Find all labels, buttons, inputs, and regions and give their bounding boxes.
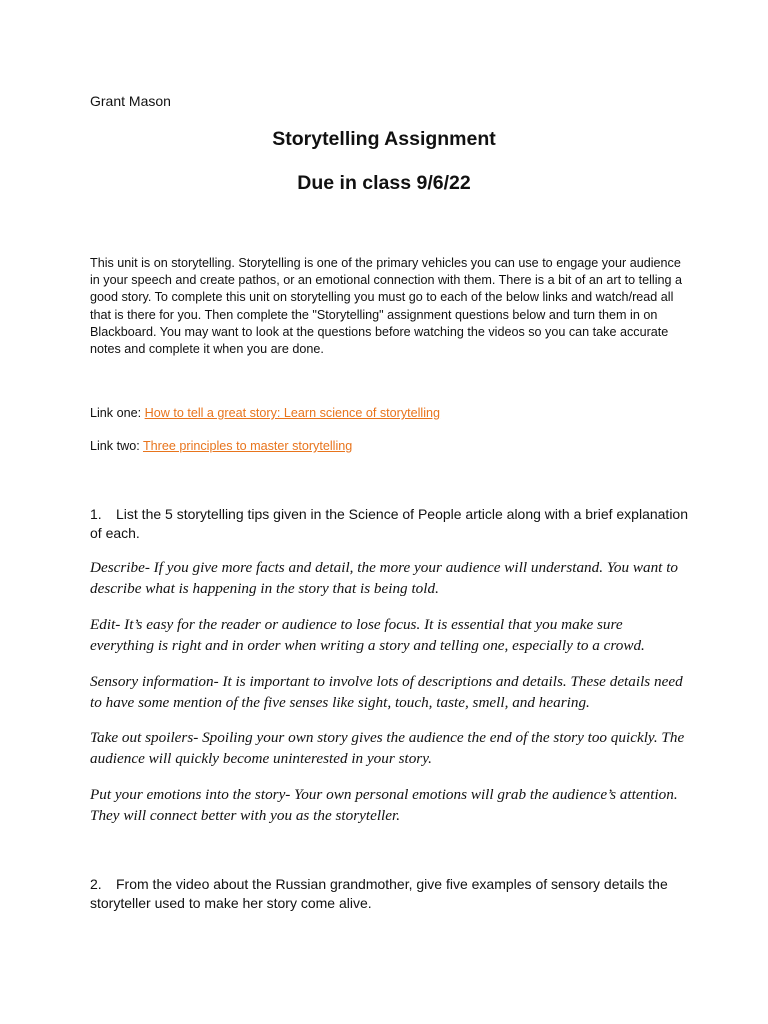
question-1-number: 1. [90, 506, 102, 522]
question-2 [90, 875, 690, 913]
link-two-row [90, 438, 352, 455]
answer-edit: Edit- It’s easy for the reader or audience to lose focus. It is essential that you make sure everything is right and in order when writing a story and telling one, especially to a crowd. [90, 616, 645, 654]
link-one[interactable]: How to tell a great story: Learn science of storytelling [144, 406, 441, 420]
question-1 [90, 505, 690, 543]
document-title: Storytelling Assignment [272, 128, 496, 150]
link-one-row [90, 405, 440, 422]
link-two-prefix: Link two: [90, 439, 143, 453]
answer-take-out-spoilers: Take out spoilers- Spoiling your own story gives the audience the end of the story too quickly. The audience will quickly become uninterested in your story. [90, 729, 685, 767]
question-2-number: 2. [90, 876, 102, 892]
answer-sensory-information: Sensory information- It is important to involve lots of descriptions and details. These details need to have some mention of the five senses like sight, touch, taste, smell, and hearing. [90, 673, 683, 711]
author-name: Grant Mason [90, 93, 171, 109]
link-two[interactable]: Three principles to master storytelling [142, 439, 353, 453]
answer-describe: Describe- If you give more facts and detail, the more your audience will understand. You want to describe what is happening in the story that is being told. [90, 559, 679, 597]
answer-put-emotions: Put your emotions into the story- Your own personal emotions will grab the audience’s attention. They will connect better with you as the storyteller. [90, 786, 678, 824]
link-one-prefix: Link one: [90, 406, 145, 420]
question-1-text: List the 5 storytelling tips given in the Science of People article along with a brief explanation of each. [90, 506, 689, 541]
due-date: Due in class 9/6/22 [297, 172, 471, 194]
question-2-text: From the video about the Russian grandmother, give five examples of sensory details the storyteller used to make her story come alive. [90, 876, 668, 911]
intro-paragraph: This unit is on storytelling. Storytelling is one of the primary vehicles you can use to engage your audience in your speech and create pathos, or an emotional connection with them. There is a bit of an art to telling a good story. To complete this unit on storytelling you must go to each of the below links and watch/read all that is there for you. Then complete the "Storytelling" assignment questions below and turn them in on Blackboard. You may want to look at the questions before watching the videos so you can take accurate notes and complete it when you are done. [90, 256, 683, 357]
